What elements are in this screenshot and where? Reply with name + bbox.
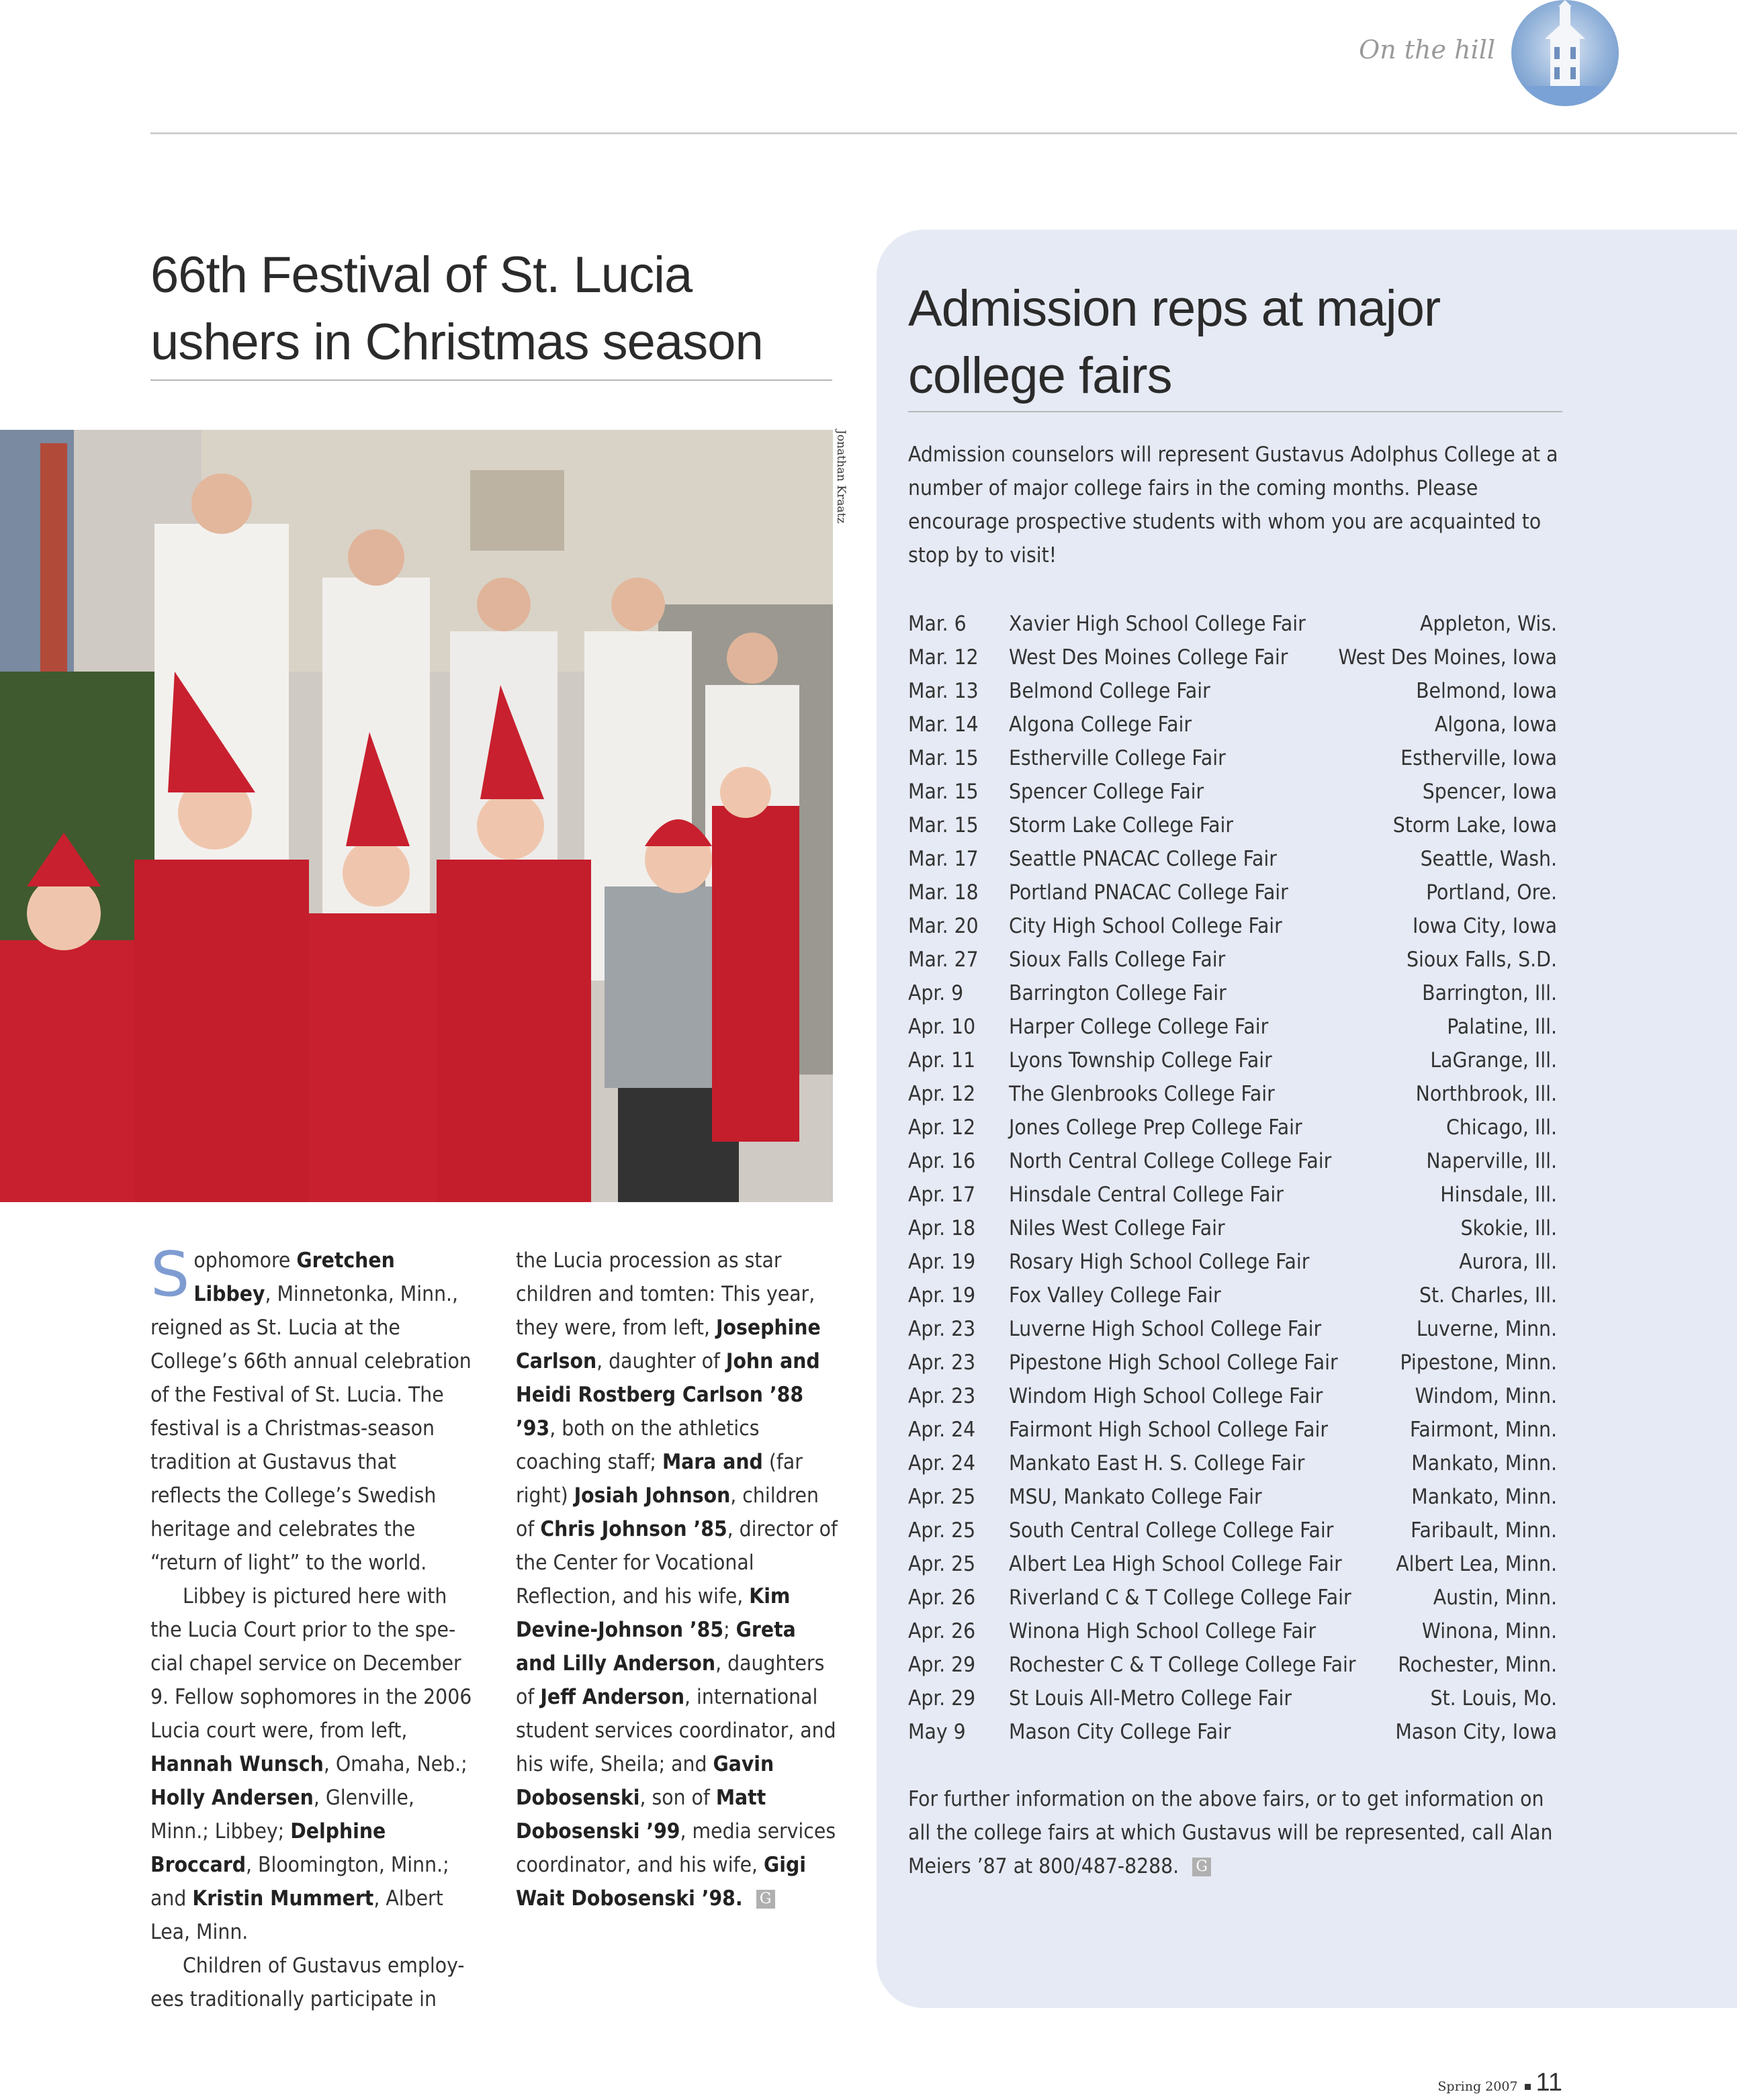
fair-date: Mar. 13 [908, 679, 979, 703]
admission-outro [908, 1782, 1566, 1883]
fair-name: Jones College Prep College Fair [1009, 1115, 1302, 1140]
fair-location: Storm Lake, Iowa [1392, 813, 1557, 837]
fair-name: Sioux Falls College Fair [1009, 948, 1226, 972]
fair-date: Apr. 24 [908, 1418, 976, 1442]
article-end-mark-icon: G [1192, 1858, 1211, 1876]
fair-date: Mar. 14 [908, 713, 979, 737]
fair-row [908, 1379, 1557, 1413]
fair-row [908, 1312, 1557, 1346]
fair-row [908, 842, 1557, 876]
fair-name: Portland PNACAC College Fair [1009, 880, 1288, 905]
admission-intro: Admission counselors will represent Gustavus Adolphus College at a number of major college fairs in the coming months. Please encourage prospective students with whom you are acquainted to stop by to visit! [908, 443, 1558, 567]
fair-location: St. Louis, Mo. [1430, 1686, 1557, 1710]
page-number: 11 [1535, 2068, 1562, 2097]
fair-location: Belmond, Iowa [1416, 679, 1557, 703]
lucia-article-column-1: Sophomore Gretchen Libbey, Minnetonka, Minn., reigned as St. Lucia at the College’s 66th annual celebration of the Festival of St. Lucia. The festival is a Christmas-season tradition at Gustavus that reflects the College’s Swedish heritage and celebrates the “return of light” to the world. Libbey is pictured here with the Lucia Court prior to the spe-cial chapel service on December 9. Fellow sophomores in the 2006 Lucia court were, from left, Hannah Wunsch, Omaha, Neb.; Holly Andersen, Glenville, Minn.; Libbey; Delphine Broccard, Bloomington, Minn.; and Kristin Mummert, Albert Lea, Minn. Children of Gustavus employ-ees traditionally participate in [150, 1238, 472, 2011]
fair-row [908, 1682, 1557, 1715]
fair-location: Rochester, Minn. [1398, 1653, 1557, 1677]
fair-name: Albert Lea High School College Fair [1009, 1552, 1342, 1576]
fair-name: Rochester C & T College College Fair [1009, 1653, 1356, 1677]
fair-name: Algona College Fair [1009, 713, 1192, 737]
fair-date: Apr. 26 [908, 1619, 976, 1643]
admission-title-line-1: Admission reps at major [908, 280, 1441, 337]
fair-row [908, 1144, 1557, 1178]
article-end-mark-icon: G [756, 1890, 775, 1909]
fair-location: Estherville, Iowa [1400, 746, 1557, 770]
fair-location: West Des Moines, Iowa [1338, 645, 1557, 670]
fair-date: Apr. 11 [908, 1048, 976, 1072]
fair-date: Apr. 25 [908, 1518, 976, 1543]
fair-location: Northbrook, Ill. [1415, 1082, 1557, 1106]
fair-row [908, 674, 1557, 708]
fair-date: Apr. 26 [908, 1586, 976, 1610]
fair-row [908, 708, 1557, 741]
fair-row [908, 876, 1557, 909]
fair-date: Apr. 23 [908, 1317, 976, 1341]
fair-date: Apr. 23 [908, 1351, 976, 1375]
fair-row [908, 1279, 1557, 1312]
fair-location: Windom, Minn. [1415, 1384, 1557, 1408]
fair-location: Seattle, Wash. [1420, 847, 1557, 871]
separator-square-icon [1525, 2084, 1531, 2090]
fair-date: May 9 [908, 1720, 966, 1744]
fair-name: Xavier High School College Fair [1009, 612, 1306, 636]
fair-row [908, 1346, 1557, 1379]
fair-location: Mason City, Iowa [1395, 1720, 1557, 1744]
fair-name: City High School College Fair [1009, 914, 1282, 938]
fair-row [908, 943, 1557, 976]
fair-name: The Glenbrooks College Fair [1009, 1082, 1275, 1106]
fair-date: Apr. 29 [908, 1653, 976, 1677]
fair-row [908, 1044, 1557, 1077]
fair-name: Mankato East H. S. College Fair [1009, 1451, 1305, 1475]
fair-row [908, 1581, 1557, 1614]
fair-name: Storm Lake College Fair [1009, 813, 1234, 837]
fair-name: West Des Moines College Fair [1009, 645, 1288, 670]
fair-date: Apr. 10 [908, 1015, 976, 1039]
fair-date: Apr. 19 [908, 1283, 976, 1308]
fair-row [908, 1715, 1557, 1749]
fair-name: Luverne High School College Fair [1009, 1317, 1322, 1341]
fair-row [908, 1413, 1557, 1447]
fair-location: Iowa City, Iowa [1413, 914, 1557, 938]
fair-name: Pipestone High School College Fair [1009, 1351, 1338, 1375]
fair-date: Apr. 29 [908, 1686, 976, 1710]
section-label: On the hill [1359, 35, 1495, 64]
fair-location: Portland, Ore. [1426, 880, 1557, 905]
fair-name: St Louis All-Metro College Fair [1009, 1686, 1292, 1710]
fair-location: Algona, Iowa [1434, 713, 1557, 737]
title-underline [150, 379, 832, 381]
fair-row [908, 775, 1557, 809]
fair-location: Sioux Falls, S.D. [1406, 948, 1557, 972]
fair-row [908, 1010, 1557, 1044]
fair-date: Apr. 17 [908, 1183, 976, 1207]
fair-row [908, 1514, 1557, 1547]
fair-date: Mar. 12 [908, 645, 979, 670]
fair-location: Mankato, Minn. [1411, 1451, 1557, 1475]
fair-row [908, 1111, 1557, 1144]
drop-cap: S [150, 1238, 190, 1310]
fair-name: Winona High School College Fair [1009, 1619, 1317, 1643]
fair-date: Apr. 9 [908, 981, 964, 1005]
fair-date: Apr. 19 [908, 1250, 976, 1274]
fair-location: Mankato, Minn. [1411, 1485, 1557, 1509]
fair-row [908, 1614, 1557, 1648]
fair-location: Fairmont, Minn. [1409, 1418, 1557, 1442]
fair-row [908, 607, 1557, 641]
fair-row [908, 1447, 1557, 1480]
fair-name: North Central College College Fair [1009, 1149, 1332, 1173]
fair-date: Apr. 16 [908, 1149, 976, 1173]
fair-location: Winona, Minn. [1421, 1619, 1557, 1643]
fair-name: MSU, Mankato College Fair [1009, 1485, 1262, 1509]
fair-location: Chicago, Ill. [1445, 1115, 1557, 1140]
fair-name: Hinsdale Central College Fair [1009, 1183, 1284, 1207]
fair-date: Apr. 23 [908, 1384, 976, 1408]
lucia-court-photo [0, 430, 833, 1202]
fair-row [908, 976, 1557, 1010]
fair-location: Skokie, Ill. [1460, 1216, 1557, 1240]
fair-location: Austin, Minn. [1433, 1586, 1557, 1610]
issue-season: Spring 2007 [1437, 2079, 1518, 2094]
fair-name: Lyons Township College Fair [1009, 1048, 1272, 1072]
page-footer [1411, 2068, 1562, 2097]
fair-location: Albert Lea, Minn. [1396, 1552, 1557, 1576]
admission-title-line-2: college fairs [908, 347, 1172, 404]
fair-location: Spencer, Iowa [1422, 780, 1557, 804]
fair-date: Mar. 15 [908, 746, 979, 770]
fair-row [908, 1178, 1557, 1212]
fair-location: Barrington, Ill. [1422, 981, 1557, 1005]
fair-row [908, 809, 1557, 842]
fair-date: Mar. 27 [908, 948, 979, 972]
fair-location: LaGrange, Ill. [1430, 1048, 1557, 1072]
fair-date: Apr. 25 [908, 1485, 976, 1509]
fair-date: Mar. 6 [908, 612, 967, 636]
fair-location: Aurora, Ill. [1459, 1250, 1557, 1274]
admission-outro-text: For further information on the above fairs, or to get information on all the college fairs at which Gustavus will be represented, call Alan Meiers ’87 at 800/487-8288. [908, 1787, 1553, 1878]
fair-date: Mar. 17 [908, 847, 979, 871]
fair-date: Apr. 24 [908, 1451, 976, 1475]
fair-date: Mar. 20 [908, 914, 979, 938]
fair-row [908, 909, 1557, 943]
fair-name: Barrington College Fair [1009, 981, 1227, 1005]
fair-row [908, 1077, 1557, 1111]
fair-row [908, 1245, 1557, 1279]
fair-date: Apr. 12 [908, 1115, 976, 1140]
title-underline [908, 411, 1562, 412]
fair-location: Palatine, Ill. [1447, 1015, 1557, 1039]
fair-row [908, 1480, 1557, 1514]
fair-name: Fox Valley College Fair [1009, 1283, 1221, 1308]
header-divider [150, 132, 1737, 134]
fair-location: Naperville, Ill. [1426, 1149, 1557, 1173]
lucia-title-line-1: 66th Festival of St. Lucia [150, 246, 693, 304]
fair-location: Hinsdale, Ill. [1440, 1183, 1557, 1207]
college-building-logo [1511, 0, 1619, 106]
fair-name: Fairmont High School College Fair [1009, 1418, 1329, 1442]
fair-location: Appleton, Wis. [1419, 612, 1557, 636]
fair-location: St. Charles, Ill. [1419, 1283, 1557, 1308]
lucia-article-title [150, 242, 842, 376]
fair-name: Estherville College Fair [1009, 746, 1226, 770]
lucia-article-column-2: the Lucia procession as star children and tomten: This year, they were, from left, Josephine Carlson, daughter of John and Heidi Rostberg Carlson ’88 ’93, both on the athletics coaching staff; Mara and (far right) Josiah Johnson, children of Chris Johnson ’85, director of the Center for Vocational Reflection, and his wife, Kim Devine-Johnson ’85; Greta and Lilly Anderson, daughters of Jeff Anderson, international student services coordinator, and his wife, Sheila; and Gavin Dobosenski, son of Matt Dobosenski ’99, media services coordinator, and his wife, Gigi Wait Dobosenski ’98. G [516, 1248, 838, 1911]
fair-name: Seattle PNACAC College Fair [1009, 847, 1277, 871]
fair-name: Rosary High School College Fair [1009, 1250, 1310, 1274]
admission-article-title [908, 275, 1580, 410]
photo-credit-text: Jonathan Kraatz [834, 430, 848, 524]
fair-date: Mar. 18 [908, 880, 979, 905]
fair-date: Apr. 25 [908, 1552, 976, 1576]
fair-row [908, 741, 1557, 775]
fair-row [908, 1547, 1557, 1581]
fair-date: Apr. 18 [908, 1216, 976, 1240]
fair-name: Mason City College Fair [1009, 1720, 1231, 1744]
fair-name: South Central College College Fair [1009, 1518, 1334, 1543]
fair-name: Niles West College Fair [1009, 1216, 1225, 1240]
photo-credit [832, 430, 858, 544]
fair-name: Windom High School College Fair [1009, 1384, 1323, 1408]
fair-date: Mar. 15 [908, 813, 979, 837]
fair-name: Belmond College Fair [1009, 679, 1210, 703]
lucia-title-line-2: ushers in Christmas season [150, 314, 763, 371]
fair-row [908, 1648, 1557, 1682]
fair-date: Mar. 15 [908, 780, 979, 804]
fair-name: Harper College College Fair [1009, 1015, 1269, 1039]
fair-location: Faribault, Minn. [1411, 1518, 1557, 1543]
college-fair-list [908, 607, 1557, 1749]
fair-row [908, 1212, 1557, 1245]
fair-location: Pipestone, Minn. [1400, 1351, 1557, 1375]
fair-location: Luverne, Minn. [1416, 1317, 1557, 1341]
fair-date: Apr. 12 [908, 1082, 976, 1106]
fair-row [908, 641, 1557, 674]
fair-name: Riverland C & T College College Fair [1009, 1586, 1351, 1610]
fair-name: Spencer College Fair [1009, 780, 1204, 804]
